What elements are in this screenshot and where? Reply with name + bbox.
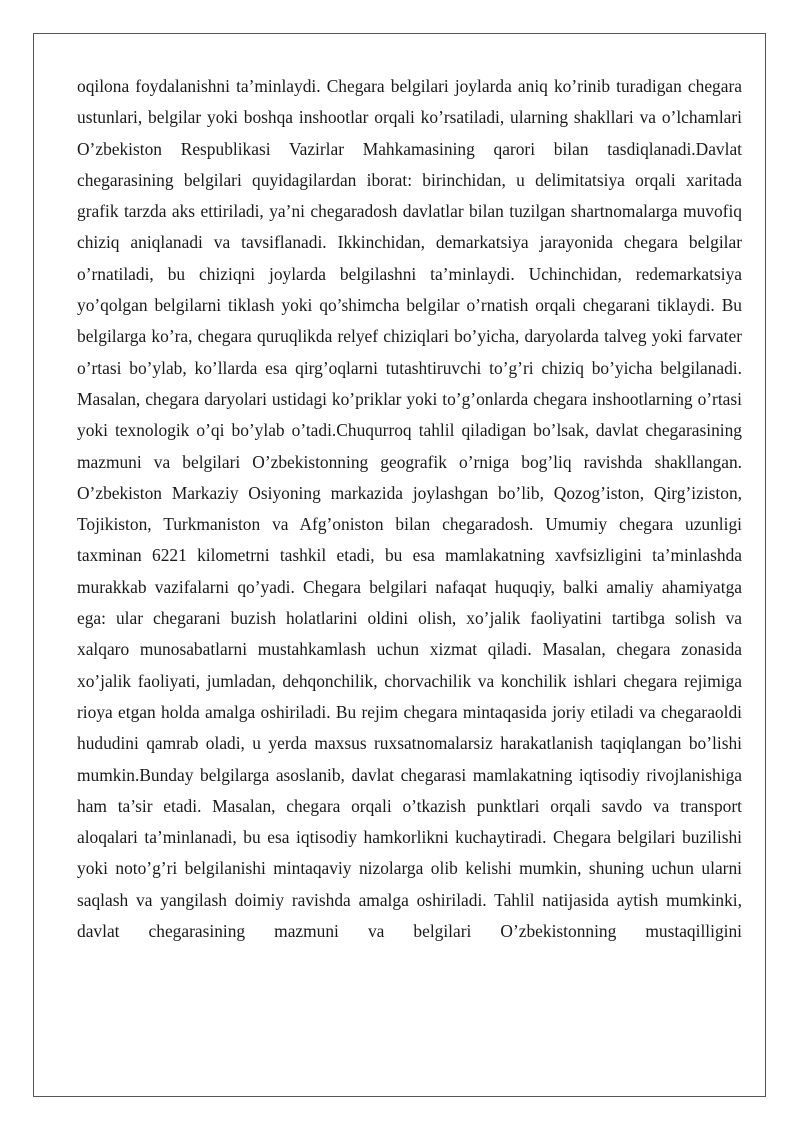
body-paragraph: oqilona foydalanishni ta’minlaydi. Chegara belgilari joylarda aniq ko’rinib turadigan chegara ustunlari, belgilar yoki boshqa inshootlar orqali ko’rsatiladi, ularning shakllari va o’lchamlari O’zbekiston Respublikasi Vazirlar Mahkamasining qarori bilan tasdiqlanadi.Davlat chegarasining belgilari quyidagilardan iborat: birinchidan, u delimitatsiya orqali xaritada grafik tarzda aks ettiriladi, ya’ni chegaradosh davlatlar bilan tuzilgan shartnomalarga muvofiq chiziq aniqlanadi va tavsiflanadi. Ikkinchidan, demarkatsiya jarayonida chegara belgilar o’rnatiladi, bu chiziqni joylarda belgilashni ta’minlaydi. Uchinchidan, redemarkatsiya yo’qolgan belgilarni tiklash yoki qo’shimcha belgilar o’rnatish orqali chegarani tiklaydi. Bu belgilarga ko’ra, chegara quruqlikda relyef chiziqlari bo’yicha, daryolarda talveg yoki farvater o’rtasi bo’ylab, ko’llarda esa qirg’oqlarni tutashtiruvchi to’g’ri chiziq bo’yicha belgilanadi. Masalan, chegara daryolari ustidagi ko’priklar yoki to’g’onlarda chegara inshootlarning o’rtasi yoki texnologik o’qi bo’ylab o’tadi.Chuqurroq tahlil qiladigan bo’lsak, davlat chegarasining mazmuni va belgilari O’zbekistonning geografik o’rniga bog’liq ravishda shakllangan. O’zbekiston Markaziy Osiyoning markazida joylashgan bo’lib, Qozog’iston, Qirg’iziston, Tojikiston, Turkmaniston va Afg’oniston bilan chegaradosh. Umumiy chegara uzunligi taxminan 6221 kilometrni tashkil etadi, bu esa mamlakatning xavfsizligini ta’minlashda murakkab vazifalarni qo’yadi. Chegara belgilari nafaqat huquqiy, balki amaliy ahamiyatga ega: ular chegarani buzish holatlarini oldini olish, xo’jalik faoliyatini tartibga solish va xalqaro munosabatlarni mustahkamlash uchun xizmat qiladi. Masalan, chegara zonasida xo’jalik faoliyati, jumladan, dehqonchilik, chorvachilik va konchilik ishlari chegara rejimiga rioya etgan holda amalga oshiriladi. Bu rejim chegara mintaqasida joriy etiladi va chegaraoldi hududini qamrab oladi, u yerda maxsus ruxsatnomalarsiz harakatlanish taqiqlangan bo’lishi mumkin.Bunday belgilarga asoslanib, davlat chegarasi mamlakatning iqtisodiy rivojlanishiga ham ta’sir etadi. Masalan, chegara orqali o’tkazish punktlari orqali savdo va transport aloqalari ta’minlanadi, bu esa iqtisodiy hamkorlikni kuchaytiradi. Chegara belgilari buzilishi yoki noto’g’ri belgilanishi mintaqaviy nizolarga olib kelishi mumkin, shuning uchun ularni saqlash va yangilash doimiy ravishda amalga oshiriladi. Tahlil natijasida aytish mumkinki, davlat chegarasining mazmuni va belgilari O’zbekistonning mustaqilligini <box>77 76 742 942</box>
